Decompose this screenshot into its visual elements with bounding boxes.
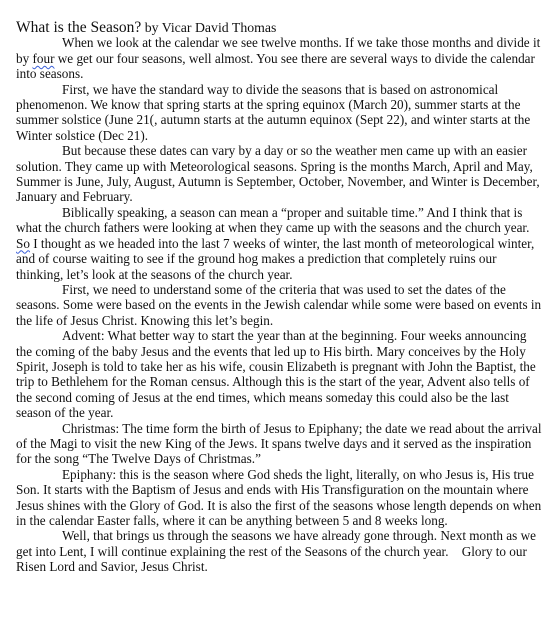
article-byline: by Vicar David Thomas	[141, 20, 277, 35]
paragraph-text: I thought as we headed into the last 7 weeks of winter, the last month of meteorological winter, and of course waiting to see if the ground hog makes a prediction that completely ruins our thinking, let’s look at the seasons of the church year.	[16, 235, 535, 282]
paragraph-astronomical: First, we have the standard way to divide the seasons that is based on astronomical phenomenon. We know that spring starts at the spring equinox (March 20), summer starts at the summer solstice (June 21(, autumn starts at the autumn equinox (Sept 22), and winter starts at the Winter solstice (Dec 21).	[16, 81, 531, 143]
paragraph-advent: Advent: What better way to start the year than at the beginning. Four weeks announcing the coming of the baby Jesus and the events that led up to His birth. Mary conceives by the Holy Spirit, Joseph is told to take her as his wife, cousin Elizabeth is pregnant with John the Baptist, the trip to Bethlehem for the Roman census. Although this is the start of the year, Advent also tells of the second coming of Jesus at the end times, which means someday this could also be the last season of the year.	[16, 328, 536, 421]
paragraph-epiphany: Epiphany: this is the season where God sheds the light, literally, on who Jesus is, His true Son. It starts with the Baptism of Jesus and ends with His Transfiguration on the mountain where Jesus shines with the Glory of God. It is also the first of the seasons whose length depends on when in the calendar Easter falls, where it can be anything between 5 and 8 weeks long.	[16, 466, 542, 528]
article-heading	[16, 20, 544, 35]
paragraph-biblical	[16, 205, 544, 282]
paragraph-text: we get our four seasons, well almost. You see there are several ways to divide the calendar into seasons.	[16, 50, 535, 82]
document-body	[16, 20, 544, 575]
paragraph-text: Biblically speaking, a season can mean a “proper and suitable time.” And I think that is what the church fathers were looking at when they came up with the seasons and the church year.	[16, 204, 530, 236]
paragraph-text: When we look at the calendar we see twelve months. If we take those months and divide it by	[16, 35, 541, 66]
paragraph-intro	[16, 35, 544, 81]
article-title: What is the Season?	[16, 19, 142, 36]
spellcheck-flagged-word[interactable]: So	[16, 235, 30, 251]
paragraph-christmas: Christmas: The time form the birth of Jesus to Epiphany; the date we read about the arrival of the Magi to visit the new King of the Jews. It spans twelve days and it served as the inspiration for the song “The Twelve Days of Christmas.”	[16, 420, 542, 467]
paragraph-criteria: First, we need to understand some of the criteria that was used to set the dates of the seasons. Some were based on the events in the Jewish calendar while some were based on events in the life of Jesus Christ. Knowing this let’s begin.	[16, 281, 542, 328]
spellcheck-flagged-word[interactable]: four	[32, 50, 55, 66]
paragraph-closing: Well, that brings us through the seasons we have already gone through. Next month as we get into Lent, I will continue explaining the rest of the Seasons of the church year. Glory to our Risen Lord and Savior, Jesus Christ.	[16, 528, 536, 575]
paragraph-meteorological: But because these dates can vary by a day or so the weather men came up with an easier solution. They came up with Meteorological seasons. Spring is the months March, April and May, Summer is June, July, August, Autumn is September, October, November, and Winter is December, January and February.	[16, 143, 540, 205]
